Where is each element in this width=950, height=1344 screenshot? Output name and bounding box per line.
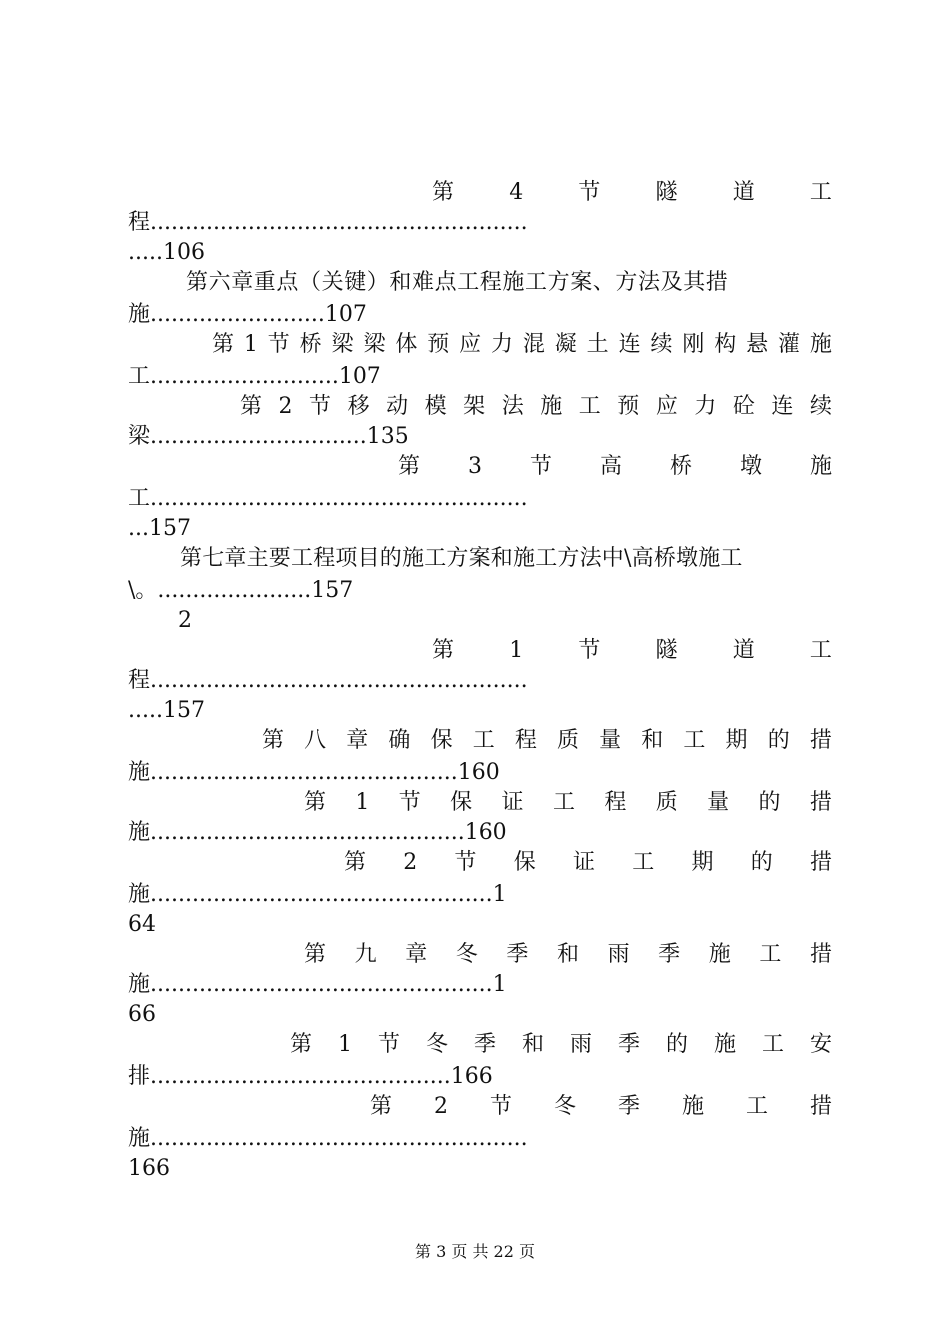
toc-char: 节	[377, 1032, 400, 1057]
toc-char: 的	[665, 1032, 688, 1057]
toc-char: 施	[809, 332, 832, 357]
toc-entry-quality-1-head	[304, 788, 832, 818]
toc-char: 第	[212, 332, 235, 357]
toc-char: 1	[509, 638, 524, 663]
toc-char: 证	[572, 850, 595, 875]
toc-char: 道	[732, 180, 755, 205]
toc-char: 桥	[299, 332, 322, 357]
toc-char: 施	[540, 394, 563, 419]
toc-char: 2	[403, 850, 418, 875]
toc-entry-winter-2-head	[370, 1092, 832, 1122]
toc-char: 第	[262, 728, 285, 753]
toc-char: 和	[556, 942, 579, 967]
toc-char: 工	[761, 1032, 784, 1057]
toc-char: 节	[309, 394, 332, 419]
toc-entry-pier-3-leader: 工......................................................	[128, 486, 528, 511]
toc-char: 应	[655, 394, 678, 419]
toc-entry-winter-2-leader: 施......................................................	[128, 1126, 528, 1151]
toc-char: 工	[472, 728, 495, 753]
toc-char: 1	[355, 790, 370, 815]
toc-entry-tunnel-4-leader: 程......................................................	[128, 210, 528, 235]
toc-entry-tunnel-1-leader: 程......................................................	[128, 668, 528, 693]
toc-char: 道	[732, 638, 755, 663]
toc-entry-winter-1-leader: 排...........................................166	[128, 1064, 493, 1089]
toc-char: 第	[290, 1032, 313, 1057]
toc-char: 章	[346, 728, 369, 753]
toc-entry-pier-3-page: ...157	[128, 516, 191, 541]
toc-char: 架	[463, 394, 486, 419]
page-footer: 第 3 页 共 22 页	[415, 1242, 535, 1261]
toc-char: 构	[714, 332, 737, 357]
toc-char: 体	[395, 332, 418, 357]
toc-char: 九	[354, 942, 377, 967]
toc-char: 季	[506, 942, 529, 967]
toc-char: 隧	[655, 180, 678, 205]
toc-char: 梁	[331, 332, 354, 357]
toc-entry-bridge-1-head	[212, 330, 832, 360]
toc-entry-bridge-2-leader: 梁...............................135	[128, 424, 409, 449]
toc-char: 确	[388, 728, 411, 753]
toc-char: 高	[599, 454, 622, 479]
toc-char: 第	[370, 1094, 393, 1119]
toc-entry-pier-3-head	[398, 452, 832, 482]
toc-char: 1	[338, 1032, 352, 1057]
toc-char: 措	[809, 728, 832, 753]
toc-char: 工	[552, 790, 575, 815]
toc-char: 模	[424, 394, 447, 419]
toc-char: 灌	[778, 332, 801, 357]
toc-char: 工	[632, 850, 655, 875]
toc-char: 措	[809, 1094, 832, 1119]
toc-char: 节	[454, 850, 477, 875]
toc-char: 移	[347, 394, 370, 419]
toc-char: 土	[586, 332, 609, 357]
toc-entry-tunnel-4-page: .....106	[128, 240, 205, 265]
toc-char: 第	[304, 790, 327, 815]
toc-char: 雨	[607, 942, 630, 967]
toc-char: 连	[618, 332, 641, 357]
toc-char: 预	[617, 394, 640, 419]
toc-char: 砼	[732, 394, 755, 419]
toc-char: 的	[750, 850, 773, 875]
toc-entry-bridge-1-leader: 工...........................107	[128, 364, 381, 389]
toc-char: 第	[240, 394, 263, 419]
toc-char: 1	[243, 332, 258, 357]
toc-char: 第	[398, 454, 421, 479]
toc-char: 动	[386, 394, 409, 419]
toc-char: 安	[809, 1032, 832, 1057]
toc-entry-chapter-6-head: 第六章重点（关键）和难点工程施工方案、方法及其措	[186, 270, 729, 295]
toc-char: 节	[529, 454, 552, 479]
toc-char: 冬	[553, 1094, 576, 1119]
toc-char: 节	[398, 790, 421, 815]
toc-char: 保	[430, 728, 453, 753]
toc-char: 力	[694, 394, 717, 419]
toc-entry-chapter-8-leader: 施............................................160	[128, 760, 500, 785]
toc-char: 冬	[455, 942, 478, 967]
toc-char: 量	[599, 728, 622, 753]
toc-char: 凝	[554, 332, 577, 357]
toc-char: 梁	[363, 332, 386, 357]
toc-char: 施	[713, 1032, 736, 1057]
toc-char: 工	[809, 638, 832, 663]
toc-entry-chapter-9-leader: 施.................................................1	[128, 972, 507, 997]
toc-char: 工	[578, 394, 601, 419]
toc-entry-winter-1-head	[290, 1030, 832, 1060]
toc-char: 施	[809, 454, 832, 479]
toc-entry-chapter-9-page: 66	[128, 1002, 156, 1027]
toc-char: 季	[617, 1032, 640, 1057]
toc-char: 节	[578, 638, 601, 663]
toc-char: 续	[650, 332, 673, 357]
toc-char: 应	[459, 332, 482, 357]
toc-entry-chapter-7-head: 第七章主要工程项目的施工方案和施工方法中\高桥墩施工	[180, 546, 743, 571]
toc-entry-chapter-7-leader: \。......................157	[128, 578, 354, 603]
toc-char: 第	[432, 180, 455, 205]
toc-entry-schedule-2-leader: 施.................................................1	[128, 882, 507, 907]
toc-char: 节	[489, 1094, 512, 1119]
toc-char: 悬	[746, 332, 769, 357]
toc-char: 质	[556, 728, 579, 753]
toc-char: 节	[267, 332, 290, 357]
toc-char: 工	[683, 728, 706, 753]
toc-char: 墩	[739, 454, 762, 479]
toc-char: 量	[707, 790, 730, 815]
toc-char: 节	[578, 180, 601, 205]
toc-char: 4	[509, 180, 524, 205]
toc-entry-chapter-8-head	[262, 726, 832, 756]
toc-char: 工	[745, 1094, 768, 1119]
toc-char: 的	[758, 790, 781, 815]
toc-entry-tunnel-1-page: .....157	[128, 698, 205, 723]
toc-char: 八	[304, 728, 327, 753]
toc-char: 刚	[682, 332, 705, 357]
toc-entry-chapter-9-head	[304, 940, 832, 970]
toc-entry-winter-2-page: 166	[128, 1156, 170, 1181]
toc-char: 2	[278, 394, 293, 419]
toc-char: 桥	[669, 454, 692, 479]
toc-char: 期	[691, 850, 714, 875]
toc-char: 和	[521, 1032, 544, 1057]
toc-char: 预	[427, 332, 450, 357]
toc-entry-bridge-2-head	[240, 392, 832, 422]
toc-entry-tunnel-4-head	[432, 178, 832, 208]
toc-entry-chapter-7-extra: 2	[178, 608, 192, 633]
toc-entry-quality-1-leader: 施.............................................160	[128, 820, 507, 845]
toc-char: 保	[513, 850, 536, 875]
toc-char: 质	[655, 790, 678, 815]
toc-char: 期	[725, 728, 748, 753]
toc-char: 雨	[569, 1032, 592, 1057]
toc-entry-schedule-2-page: 64	[128, 912, 156, 937]
toc-char: 工	[809, 180, 832, 205]
toc-char: 证	[501, 790, 524, 815]
toc-char: 季	[473, 1032, 496, 1057]
toc-char: 第	[344, 850, 367, 875]
toc-char: 第	[304, 942, 327, 967]
toc-char: 程	[604, 790, 627, 815]
toc-char: 措	[809, 850, 832, 875]
toc-char: 季	[617, 1094, 640, 1119]
toc-char: 的	[767, 728, 790, 753]
toc-char: 续	[809, 394, 832, 419]
toc-char: 连	[771, 394, 794, 419]
toc-char: 冬	[425, 1032, 448, 1057]
toc-char: 保	[450, 790, 473, 815]
toc-char: 2	[434, 1094, 448, 1119]
toc-char: 季	[658, 942, 681, 967]
toc-char: 施	[681, 1094, 704, 1119]
toc-entry-schedule-2-head	[344, 848, 832, 878]
toc-char: 隧	[655, 638, 678, 663]
toc-char: 法	[501, 394, 524, 419]
toc-char: 第	[432, 638, 455, 663]
toc-entry-chapter-6-leader: 施.........................107	[128, 302, 367, 327]
toc-char: 措	[809, 942, 832, 967]
toc-char: 措	[809, 790, 832, 815]
toc-char: 3	[468, 454, 482, 479]
toc-entry-tunnel-1-head	[432, 636, 832, 666]
toc-char: 混	[522, 332, 545, 357]
toc-char: 章	[405, 942, 428, 967]
toc-char: 力	[491, 332, 514, 357]
toc-char: 和	[641, 728, 664, 753]
toc-char: 施	[708, 942, 731, 967]
toc-char: 工	[759, 942, 782, 967]
toc-char: 程	[514, 728, 537, 753]
